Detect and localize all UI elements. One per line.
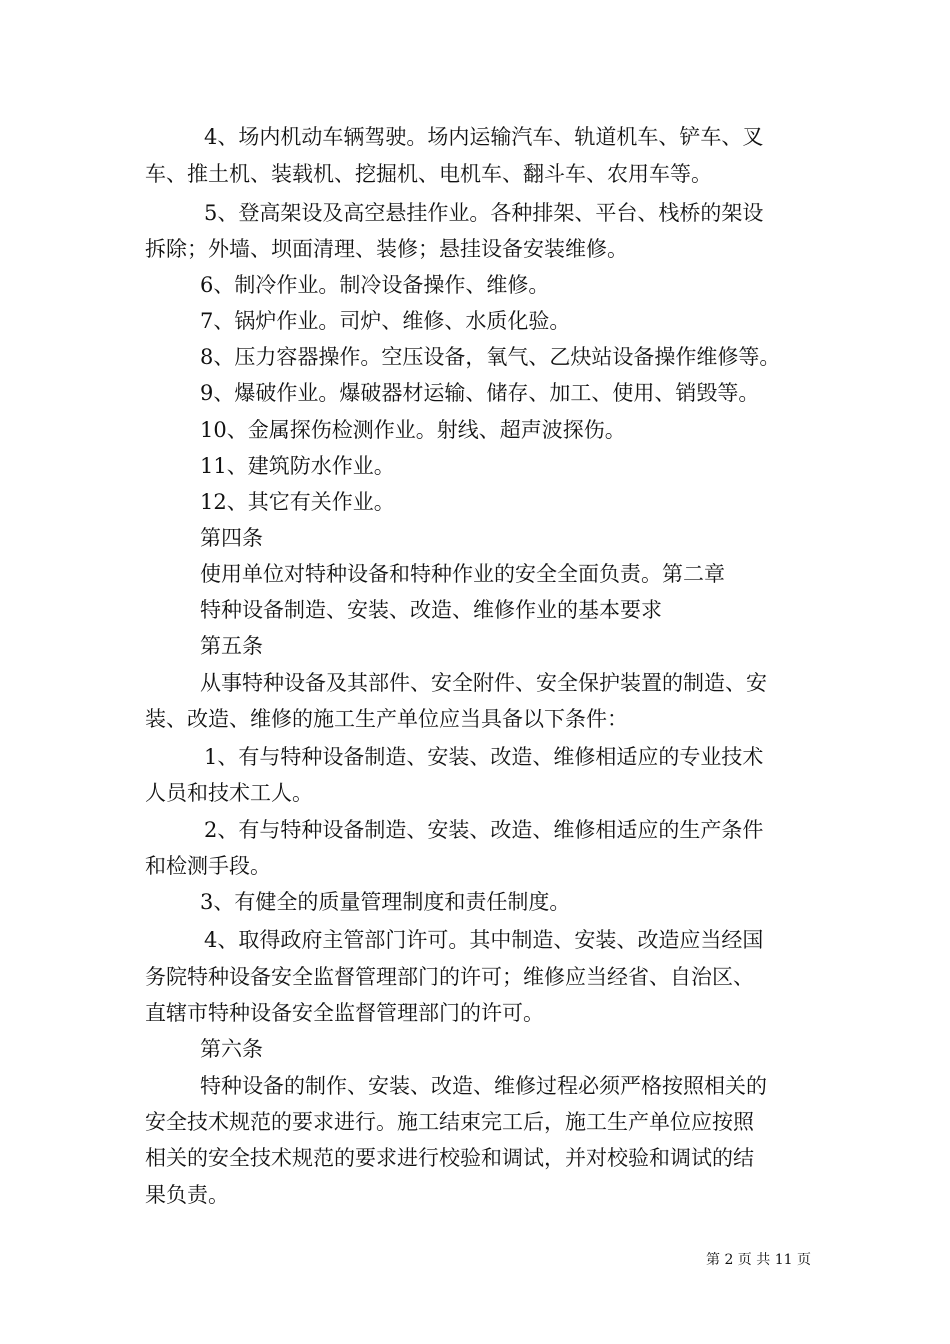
text-line: 8、压力容器操作。空压设备，氧气、乙炔站设备操作维修等。 bbox=[200, 345, 781, 369]
text-line: 4、场内机动车辆驾驶。场内运输汽车、轨道机车、铲车、叉 bbox=[204, 125, 764, 149]
text-line: 9、爆破作业。爆破器材运输、储存、加工、使用、销毁等。 bbox=[200, 381, 760, 405]
text-line: 4、取得政府主管部门许可。其中制造、安装、改造应当经国 bbox=[204, 928, 764, 952]
text-line: 人员和技术工人。 bbox=[145, 781, 313, 805]
text-line: 2、有与特种设备制造、安装、改造、维修相适应的生产条件 bbox=[204, 818, 764, 842]
text-line: 5、登高架设及高空悬挂作业。各种排架、平台、栈桥的架设 bbox=[204, 201, 764, 225]
text-line: 从事特种设备及其部件、安全附件、安全保护装置的制造、安 bbox=[200, 671, 767, 695]
text-line: 12、其它有关作业。 bbox=[200, 490, 395, 514]
chapter-heading: 特种设备制造、安装、改造、维修作业的基本要求 bbox=[200, 598, 662, 622]
article-heading: 第四条 bbox=[200, 526, 263, 550]
text-line: 果负责。 bbox=[145, 1183, 229, 1207]
text-line: 直辖市特种设备安全监督管理部门的许可。 bbox=[145, 1001, 544, 1025]
text-line: 11、建筑防水作业。 bbox=[200, 454, 395, 478]
article-heading: 第五条 bbox=[200, 634, 263, 658]
text-line: 特种设备的制作、安装、改造、维修过程必须严格按照相关的 bbox=[200, 1074, 767, 1098]
text-line: 装、改造、维修的施工生产单位应当具备以下条件： bbox=[145, 707, 628, 731]
page-number: 第 2 页 共 11 页 bbox=[706, 1252, 811, 1268]
text-line: 7、锅炉作业。司炉、维修、水质化验。 bbox=[200, 309, 571, 333]
text-line: 相关的安全技术规范的要求进行校验和调试，并对校验和调试的结 bbox=[145, 1146, 754, 1170]
text-line: 拆除；外墙、坝面清理、装修；悬挂设备安装维修。 bbox=[145, 237, 628, 261]
text-line: 安全技术规范的要求进行。施工结束完工后，施工生产单位应按照 bbox=[145, 1110, 754, 1134]
text-line: 10、金属探伤检测作业。射线、超声波探伤。 bbox=[200, 418, 626, 442]
text-line: 6、制冷作业。制冷设备操作、维修。 bbox=[200, 273, 550, 297]
text-line: 1、有与特种设备制造、安装、改造、维修相适应的专业技术 bbox=[204, 745, 764, 769]
text-line: 车、推土机、装载机、挖掘机、电机车、翻斗车、农用车等。 bbox=[145, 162, 712, 186]
text-line: 使用单位对特种设备和特种作业的安全全面负责。第二章 bbox=[200, 562, 725, 586]
article-heading: 第六条 bbox=[200, 1037, 263, 1061]
text-line: 3、有健全的质量管理制度和责任制度。 bbox=[200, 890, 571, 914]
text-line: 务院特种设备安全监督管理部门的许可；维修应当经省、自治区、 bbox=[145, 965, 754, 989]
text-line: 和检测手段。 bbox=[145, 854, 271, 878]
